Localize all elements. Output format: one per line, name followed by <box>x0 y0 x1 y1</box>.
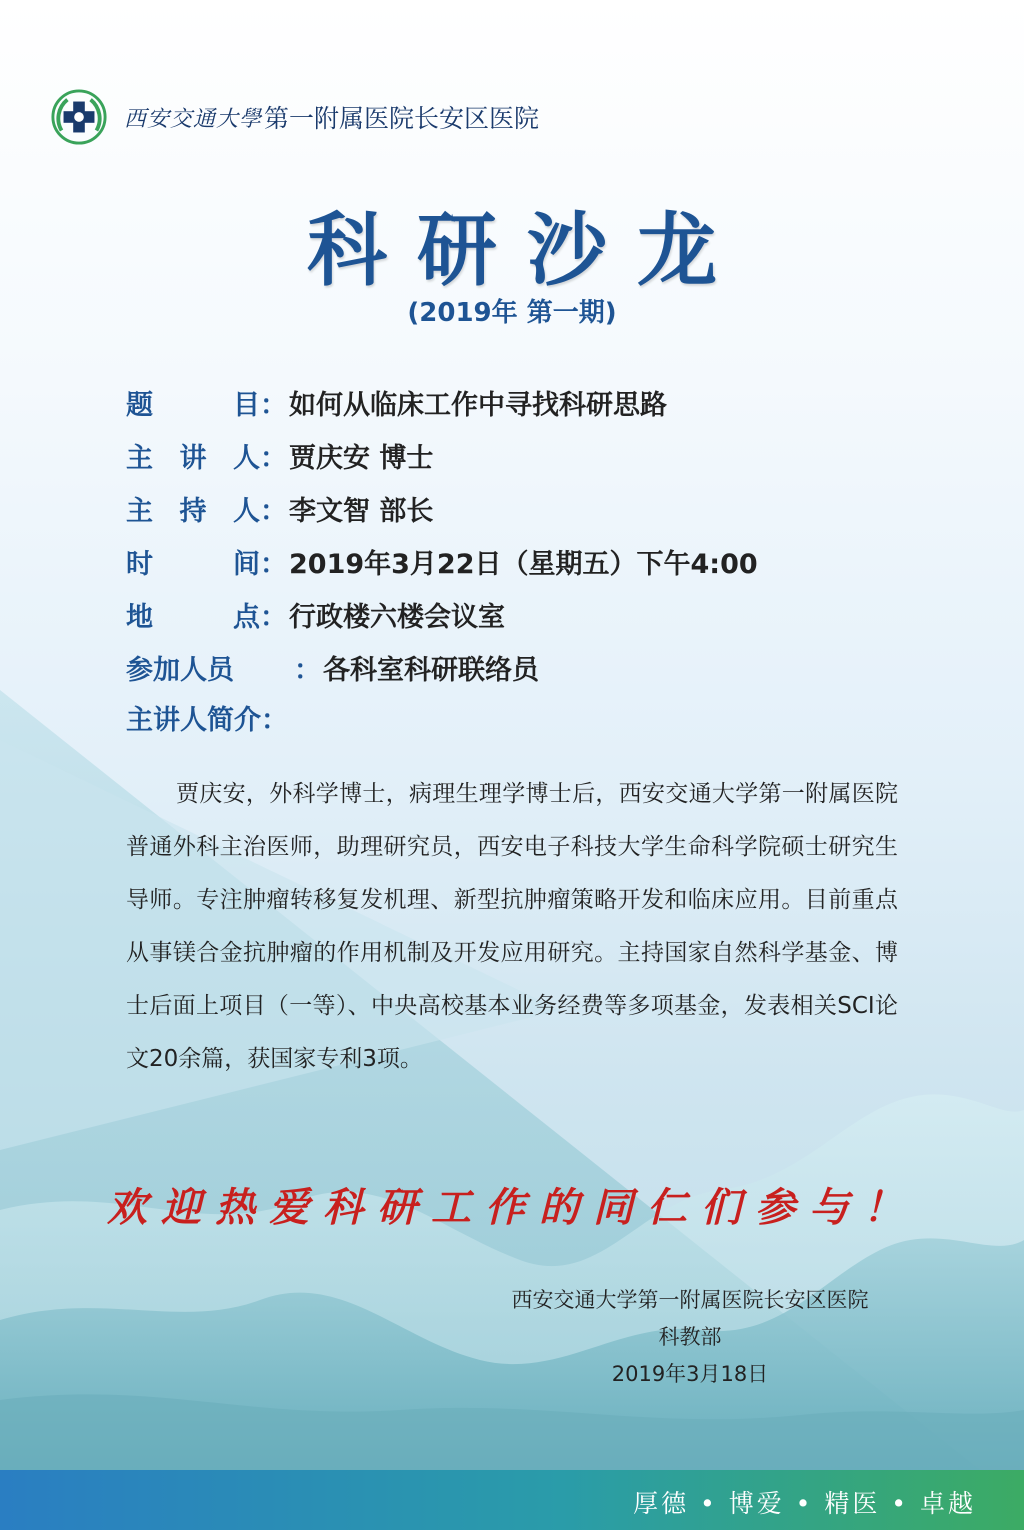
issue-subtitle: (2019年 第一期) <box>407 298 617 328</box>
attendees-row <box>126 641 758 694</box>
speaker-label: 主讲人 <box>126 443 260 474</box>
signature-date: 2019年3月18日 <box>611 1362 769 1386</box>
host-value: 李文智 部长 <box>289 496 434 527</box>
attendees-value: 各科室科研联络员 <box>323 655 539 686</box>
place-value: 行政楼六楼会议室 <box>289 602 505 633</box>
signature <box>470 1282 910 1393</box>
colon: ： <box>260 443 287 474</box>
attendees-label: 参加人员 <box>126 655 234 686</box>
speaker-row <box>126 429 758 482</box>
time-row <box>126 535 758 588</box>
speaker-value: 贾庆安 博士 <box>289 443 434 474</box>
welcome-slogan: 欢迎热爱科研工作的同仁们参与！ <box>107 1184 917 1231</box>
colon: ： <box>294 655 321 686</box>
page-title: 科研沙龙 <box>307 204 747 297</box>
footer-slogan: 厚德 • 博爱 • 精医 • 卓越 <box>633 1489 976 1518</box>
signature-dept: 科教部 <box>658 1325 722 1349</box>
place-label: 地 点 <box>126 602 260 633</box>
colon: ： <box>260 549 287 580</box>
topic-label: 题 目 <box>126 390 260 421</box>
host-label: 主持人 <box>126 496 260 527</box>
bio-heading: 主讲人简介： <box>126 705 288 736</box>
hospital-cross-laurel-icon <box>50 88 108 146</box>
colon: ： <box>260 602 287 633</box>
colon: ： <box>260 496 287 527</box>
hospital-header <box>50 88 539 146</box>
time-label: 时 间 <box>126 549 260 580</box>
signature-org: 西安交通大学第一附属医院长安区医院 <box>511 1288 869 1312</box>
event-info <box>126 376 758 694</box>
topic-value: 如何从临床工作中寻找科研思路 <box>289 390 667 421</box>
place-row <box>126 588 758 641</box>
colon: ： <box>260 390 287 421</box>
time-value: 2019年3月22日（星期五）下午4:00 <box>289 549 758 580</box>
host-row <box>126 482 758 535</box>
bio-text: 贾庆安，外科学博士，病理生理学博士后，西安交通大学第一附属医院普通外科主治医师，助理研究员，西安电子科技大学生命科学院硕士研究生导师。专注肿瘤转移复发机理、新型抗肿瘤策略开发和临床应用。目前重点从事镁合金抗肿瘤的作用机制及开发应用研究。主持国家自然科学基金、博士后面上项目（一等）、中央高校基本业务经费等多项基金，发表相关SCI论文20余篇，获国家专利3项。 <box>126 781 898 1072</box>
university-script-name: 西安交通大學 <box>124 106 263 132</box>
topic-row <box>126 376 758 429</box>
hospital-name: 第一附属医院长安区医院 <box>264 104 540 133</box>
